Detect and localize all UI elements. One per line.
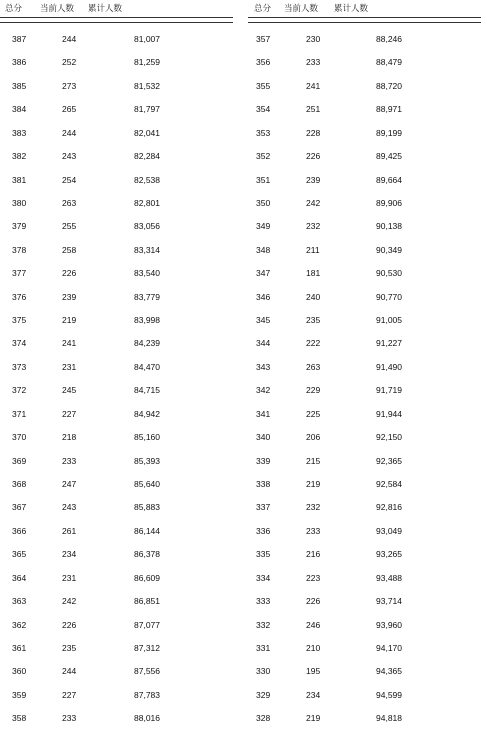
table-row (0, 665, 233, 688)
cell-current-count: 239 (62, 291, 77, 302)
cell-score: 379 (12, 221, 27, 232)
cell-cumulative-count: 89,906 (376, 197, 402, 208)
cell-current-count: 242 (62, 596, 77, 607)
cell-current-count: 226 (306, 151, 321, 162)
cell-cumulative-count: 82,284 (134, 151, 160, 162)
cell-current-count: 252 (62, 57, 77, 68)
cell-current-count: 231 (62, 361, 77, 372)
cell-current-count: 226 (62, 268, 77, 279)
cell-cumulative-count: 82,801 (134, 197, 160, 208)
cell-score: 333 (256, 596, 271, 607)
cell-score: 343 (256, 361, 271, 372)
table-row (0, 689, 233, 712)
cell-score: 383 (12, 127, 27, 138)
cell-current-count: 206 (306, 432, 321, 443)
cell-cumulative-count: 87,312 (134, 642, 160, 653)
table-row (0, 220, 233, 243)
cell-cumulative-count: 83,540 (134, 268, 160, 279)
table-row (0, 314, 233, 337)
table-row (0, 384, 233, 407)
cell-score: 342 (256, 385, 271, 396)
table-row (0, 431, 233, 454)
cell-score: 349 (256, 221, 271, 232)
cell-current-count: 247 (62, 479, 77, 490)
table-row (0, 127, 233, 150)
table-row (248, 689, 481, 712)
table-row (0, 197, 233, 220)
cell-score: 370 (12, 432, 27, 443)
cell-score: 340 (256, 432, 271, 443)
table-row (248, 291, 481, 314)
cell-cumulative-count: 81,532 (134, 80, 160, 91)
cell-score: 368 (12, 479, 27, 490)
table-row (0, 548, 233, 571)
cell-score: 350 (256, 197, 271, 208)
cell-cumulative-count: 83,056 (134, 221, 160, 232)
cell-cumulative-count: 91,490 (376, 361, 402, 372)
cell-score: 348 (256, 244, 271, 255)
table-row (248, 103, 481, 126)
table-row (0, 291, 233, 314)
score-table-left (0, 0, 233, 736)
cell-cumulative-count: 88,971 (376, 104, 402, 115)
header-score: 总分 (5, 3, 23, 13)
cell-score: 364 (12, 572, 27, 583)
table-row (248, 174, 481, 197)
cell-current-count: 219 (306, 713, 321, 724)
cell-current-count: 255 (62, 221, 77, 232)
table-row (248, 548, 481, 571)
cell-cumulative-count: 88,479 (376, 57, 402, 68)
cell-cumulative-count: 87,556 (134, 666, 160, 677)
cell-cumulative-count: 89,199 (376, 127, 402, 138)
table-row (248, 80, 481, 103)
cell-current-count: 233 (306, 57, 321, 68)
cell-current-count: 239 (306, 174, 321, 185)
cell-cumulative-count: 85,160 (134, 432, 160, 443)
cell-score: 360 (12, 666, 27, 677)
cell-score: 341 (256, 408, 271, 419)
cell-cumulative-count: 94,599 (376, 689, 402, 700)
cell-current-count: 244 (62, 34, 77, 44)
cell-score: 384 (12, 104, 27, 115)
cell-current-count: 234 (62, 549, 77, 560)
cell-score: 353 (256, 127, 271, 138)
cell-cumulative-count: 83,779 (134, 291, 160, 302)
table-row (0, 267, 233, 290)
table-row (248, 56, 481, 79)
cell-cumulative-count: 86,378 (134, 549, 160, 560)
cell-cumulative-count: 91,227 (376, 338, 402, 349)
cell-current-count: 244 (62, 127, 77, 138)
cell-cumulative-count: 82,041 (134, 127, 160, 138)
cell-score: 330 (256, 666, 271, 677)
cell-cumulative-count: 89,425 (376, 151, 402, 162)
cell-cumulative-count: 85,883 (134, 502, 160, 513)
cell-current-count: 246 (306, 619, 321, 630)
table-row (0, 33, 233, 56)
table-row (248, 642, 481, 665)
table-row (248, 525, 481, 548)
cell-cumulative-count: 81,797 (134, 104, 160, 115)
cell-current-count: 233 (62, 713, 77, 724)
cell-score: 346 (256, 291, 271, 302)
cell-cumulative-count: 84,942 (134, 408, 160, 419)
table-row (248, 501, 481, 524)
cell-current-count: 243 (62, 151, 77, 162)
cell-current-count: 231 (62, 572, 77, 583)
table-body (248, 33, 481, 736)
cell-score: 386 (12, 57, 27, 68)
table-row (248, 384, 481, 407)
table-row (248, 267, 481, 290)
table-row (0, 103, 233, 126)
cell-cumulative-count: 93,960 (376, 619, 402, 630)
table-row (248, 595, 481, 618)
header-double-rule (0, 17, 233, 23)
cell-current-count: 233 (306, 525, 321, 536)
cell-cumulative-count: 87,783 (134, 689, 160, 700)
cell-score: 356 (256, 57, 271, 68)
cell-current-count: 229 (306, 385, 321, 396)
cell-current-count: 181 (306, 268, 321, 279)
table-row (0, 595, 233, 618)
cell-score: 372 (12, 385, 27, 396)
cell-score: 329 (256, 689, 271, 700)
cell-cumulative-count: 82,538 (134, 174, 160, 185)
table-row (248, 478, 481, 501)
table-row (0, 361, 233, 384)
table-row (0, 572, 233, 595)
header-cumulative-count: 累计人数 (334, 3, 369, 13)
cell-current-count: 235 (62, 642, 77, 653)
table-row (248, 127, 481, 150)
cell-current-count: 227 (62, 689, 77, 700)
cell-score: 380 (12, 197, 27, 208)
cell-current-count: 219 (306, 479, 321, 490)
table-row (0, 619, 233, 642)
table-row (0, 80, 233, 103)
cell-cumulative-count: 88,720 (376, 80, 402, 91)
cell-cumulative-count: 91,719 (376, 385, 402, 396)
cell-score: 351 (256, 174, 271, 185)
cell-score: 339 (256, 455, 271, 466)
cell-score: 374 (12, 338, 27, 349)
cell-score: 357 (256, 34, 271, 44)
cell-cumulative-count: 93,049 (376, 525, 402, 536)
cell-score: 373 (12, 361, 27, 372)
cell-current-count: 210 (306, 642, 321, 653)
table-row (0, 642, 233, 665)
header-cumulative-count: 累计人数 (88, 3, 123, 13)
cell-score: 385 (12, 80, 27, 91)
cell-cumulative-count: 84,715 (134, 385, 160, 396)
cell-current-count: 234 (306, 689, 321, 700)
cell-current-count: 223 (306, 572, 321, 583)
cell-score: 332 (256, 619, 271, 630)
cell-score: 361 (12, 642, 27, 653)
cell-score: 344 (256, 338, 271, 349)
cell-current-count: 230 (306, 34, 321, 44)
table-header (0, 0, 233, 16)
cell-current-count: 245 (62, 385, 77, 396)
cell-cumulative-count: 88,246 (376, 34, 402, 44)
cell-score: 331 (256, 642, 271, 653)
table-row (248, 665, 481, 688)
cell-cumulative-count: 84,470 (134, 361, 160, 372)
cell-current-count: 232 (306, 502, 321, 513)
header-double-rule (248, 17, 481, 23)
table-row (0, 525, 233, 548)
table-row (0, 478, 233, 501)
cell-current-count: 254 (62, 174, 77, 185)
cell-cumulative-count: 91,944 (376, 408, 402, 419)
table-row (248, 455, 481, 478)
cell-score: 354 (256, 104, 271, 115)
table-row (248, 431, 481, 454)
table-row (248, 619, 481, 642)
table-row (0, 408, 233, 431)
table-row (0, 337, 233, 360)
cell-score: 382 (12, 151, 27, 162)
cell-current-count: 263 (306, 361, 321, 372)
cell-current-count: 225 (306, 408, 321, 419)
cell-score: 328 (256, 713, 271, 724)
cell-current-count: 227 (62, 408, 77, 419)
table-row (248, 361, 481, 384)
cell-cumulative-count: 92,365 (376, 455, 402, 466)
cell-cumulative-count: 92,816 (376, 502, 402, 513)
cell-score: 375 (12, 315, 27, 326)
table-row (0, 56, 233, 79)
table-row (0, 712, 233, 735)
cell-cumulative-count: 87,077 (134, 619, 160, 630)
header-current-count: 当前人数 (284, 3, 319, 13)
table-row (0, 174, 233, 197)
cell-score: 377 (12, 268, 27, 279)
table-row (0, 501, 233, 524)
cell-current-count: 241 (306, 80, 321, 91)
cell-current-count: 226 (62, 619, 77, 630)
cell-current-count: 240 (306, 291, 321, 302)
cell-cumulative-count: 94,170 (376, 642, 402, 653)
cell-current-count: 211 (306, 244, 320, 255)
cell-current-count: 243 (62, 502, 77, 513)
cell-current-count: 273 (62, 80, 77, 91)
header-score: 总分 (254, 3, 272, 13)
cell-score: 335 (256, 549, 271, 560)
cell-score: 363 (12, 596, 27, 607)
cell-cumulative-count: 88,016 (134, 713, 160, 724)
cell-current-count: 233 (62, 455, 77, 466)
cell-score: 355 (256, 80, 271, 91)
cell-cumulative-count: 93,488 (376, 572, 402, 583)
cell-cumulative-count: 93,265 (376, 549, 402, 560)
cell-current-count: 215 (306, 455, 321, 466)
cell-cumulative-count: 94,365 (376, 666, 402, 677)
table-row (248, 244, 481, 267)
cell-cumulative-count: 90,530 (376, 268, 402, 279)
cell-current-count: 219 (62, 315, 77, 326)
cell-score: 369 (12, 455, 27, 466)
table-row (248, 408, 481, 431)
cell-score: 337 (256, 502, 271, 513)
cell-score: 347 (256, 268, 271, 279)
cell-score: 352 (256, 151, 271, 162)
cell-current-count: 228 (306, 127, 321, 138)
table-row (248, 220, 481, 243)
cell-score: 334 (256, 572, 271, 583)
cell-cumulative-count: 91,005 (376, 315, 402, 326)
cell-cumulative-count: 93,714 (376, 596, 402, 607)
cell-score: 367 (12, 502, 27, 513)
table-row (248, 712, 481, 735)
cell-current-count: 244 (62, 666, 77, 677)
cell-score: 378 (12, 244, 27, 255)
cell-score: 371 (12, 408, 27, 419)
cell-cumulative-count: 83,314 (134, 244, 160, 255)
header-current-count: 当前人数 (40, 3, 75, 13)
cell-cumulative-count: 84,239 (134, 338, 160, 349)
cell-current-count: 265 (62, 104, 77, 115)
table-row (248, 197, 481, 220)
cell-current-count: 241 (62, 338, 77, 349)
cell-current-count: 216 (306, 549, 321, 560)
cell-cumulative-count: 85,640 (134, 479, 160, 490)
cell-score: 376 (12, 291, 27, 302)
cell-current-count: 235 (306, 315, 321, 326)
table-row (248, 150, 481, 173)
cell-current-count: 195 (306, 666, 321, 677)
table-row (0, 244, 233, 267)
cell-cumulative-count: 90,770 (376, 291, 402, 302)
table-row (248, 33, 481, 56)
cell-score: 381 (12, 174, 27, 185)
table-row (0, 150, 233, 173)
cell-cumulative-count: 85,393 (134, 455, 160, 466)
cell-current-count: 226 (306, 596, 321, 607)
cell-current-count: 232 (306, 221, 321, 232)
cell-score: 365 (12, 549, 27, 560)
cell-score: 387 (12, 34, 27, 44)
cell-cumulative-count: 90,349 (376, 244, 402, 255)
table-row (248, 337, 481, 360)
cell-current-count: 263 (62, 197, 77, 208)
cell-cumulative-count: 83,998 (134, 315, 160, 326)
cell-cumulative-count: 89,664 (376, 174, 402, 185)
cell-cumulative-count: 92,150 (376, 432, 402, 443)
score-table-right (248, 0, 481, 736)
cell-cumulative-count: 86,144 (134, 525, 160, 536)
cell-score: 336 (256, 525, 271, 536)
cell-score: 338 (256, 479, 271, 490)
cell-score: 362 (12, 619, 27, 630)
cell-current-count: 222 (306, 338, 321, 349)
cell-current-count: 251 (306, 104, 321, 115)
cell-cumulative-count: 90,138 (376, 221, 402, 232)
table-body (0, 33, 233, 736)
table-row (248, 572, 481, 595)
table-row (0, 455, 233, 478)
cell-score: 345 (256, 315, 271, 326)
cell-current-count: 261 (62, 525, 77, 536)
cell-current-count: 218 (62, 432, 77, 443)
cell-score: 366 (12, 525, 27, 536)
cell-cumulative-count: 81,007 (134, 34, 160, 44)
cell-cumulative-count: 94,818 (376, 713, 402, 724)
table-header (248, 0, 481, 16)
cell-cumulative-count: 86,851 (134, 596, 160, 607)
cell-cumulative-count: 86,609 (134, 572, 160, 583)
cell-cumulative-count: 92,584 (376, 479, 402, 490)
cell-current-count: 242 (306, 197, 321, 208)
cell-cumulative-count: 81,259 (134, 57, 160, 68)
cell-current-count: 258 (62, 244, 77, 255)
table-row (248, 314, 481, 337)
cell-score: 359 (12, 689, 27, 700)
cell-score: 358 (12, 713, 27, 724)
